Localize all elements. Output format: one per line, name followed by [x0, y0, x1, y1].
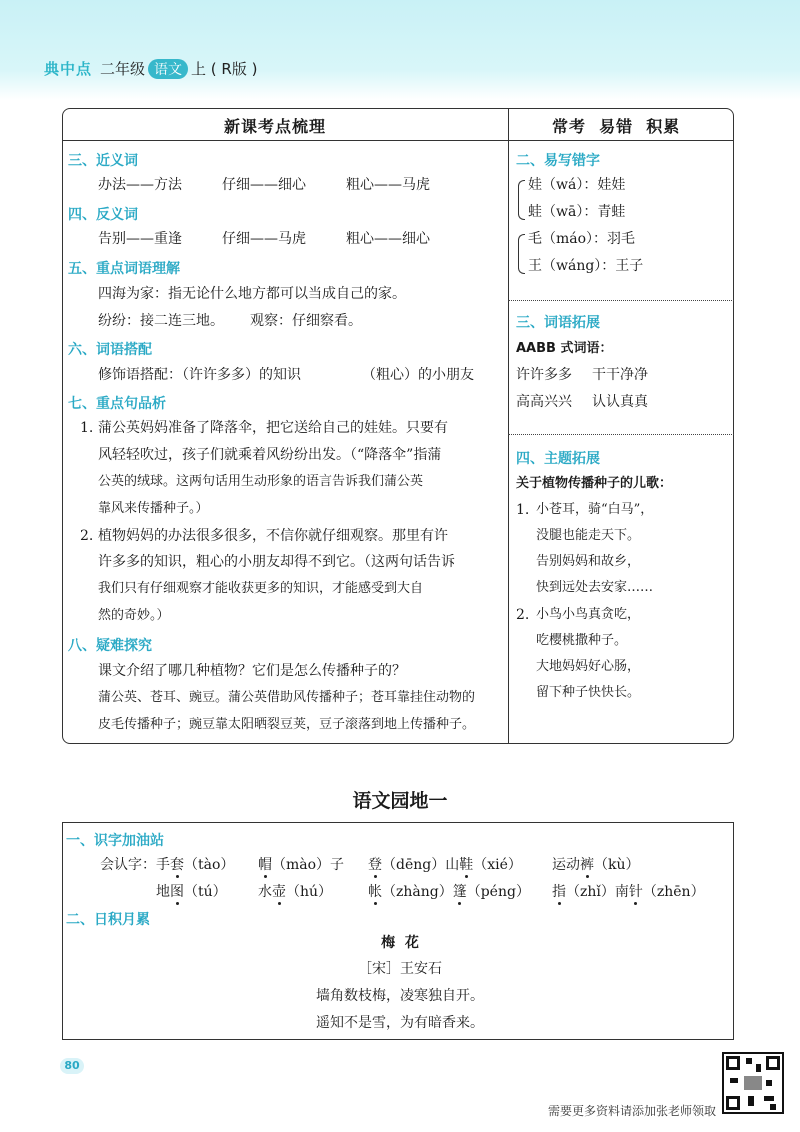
- brand-logo: 典中点: [44, 60, 93, 78]
- brace-icon: [518, 234, 525, 274]
- target-char: 壶: [272, 884, 286, 900]
- pinyin: （zhàng）: [382, 884, 453, 900]
- right-column-title: 常考 易错 积累: [552, 117, 681, 136]
- book-info: [100, 58, 257, 79]
- poem-line: 墙角数枝梅，凌寒独自开。: [316, 988, 484, 1004]
- target-char: 帐: [368, 884, 382, 900]
- section-synonyms-title: 三、近义词: [68, 153, 138, 169]
- synonym-pair: 粗心——马虎: [346, 177, 430, 193]
- target-char: 指: [552, 884, 566, 900]
- section-collocation-title: 六、词语搭配: [68, 342, 152, 358]
- aabb-word: 许许多多: [516, 367, 572, 383]
- pinyin: （dēng）山: [382, 857, 460, 873]
- typo-line: 王（wáng）：王子: [528, 258, 644, 274]
- item-number: 1.: [516, 502, 530, 518]
- header-divider: [62, 140, 734, 141]
- inquiry-question: 课文介绍了哪几种植物？它们是怎么传播种子的？: [98, 663, 406, 679]
- garden-box: [62, 822, 734, 1040]
- sentence-line: 许多多的知识，粗心的小朋友却得不到它。（这两句话告诉: [98, 554, 455, 570]
- rhyme-line: 告别妈妈和故乡，: [536, 554, 641, 569]
- dotted-divider: [508, 300, 734, 301]
- poem-line: 遥知不是雪，为有暗香来。: [316, 1015, 484, 1031]
- footer-note: 需要更多资料请添加张老师领取: [548, 1104, 717, 1118]
- literacy-label: 会认字：: [100, 857, 156, 873]
- section-antonyms-title: 四、反义词: [68, 207, 138, 223]
- sentence-note-line: 然的奇妙。）: [98, 608, 170, 623]
- pinyin: （péng）: [466, 884, 530, 900]
- rhyme-line: 小鸟小鸟真贪吃，: [536, 607, 641, 622]
- pinyin: （zhǐ）南: [566, 884, 629, 900]
- section-word-meaning-title: 五、重点词语理解: [68, 261, 180, 277]
- typo-line: 娃（wá）：娃娃: [528, 177, 626, 193]
- word-meaning-line: 观察：仔细察看。: [250, 313, 362, 329]
- sentence-line: 植物妈妈的办法很多很多，不信你就仔细观察。那里有许: [98, 528, 448, 544]
- char: 地: [156, 884, 170, 900]
- sentence-line: 蒲公英妈妈准备了降落伞，把它送给自己的娃娃。只要有: [98, 420, 448, 436]
- inquiry-answer-line: 蒲公英、苍耳、豌豆。蒲公英借助风传播种子；苍耳靠挂住动物的: [98, 690, 476, 705]
- aabb-word: 高高兴兴: [516, 394, 572, 410]
- word-meaning-line: 纷纷：接二连三地。: [98, 313, 224, 329]
- brace-icon: [518, 180, 525, 220]
- literacy-word: [258, 856, 344, 874]
- item-number: 2.: [80, 528, 94, 544]
- target-char: 裤: [580, 857, 594, 873]
- literacy-word: [552, 883, 705, 901]
- section-daily-accumulation-title: 二、日积月累: [66, 912, 150, 928]
- rhyme-line: 小苍耳，骑“白马”，: [536, 502, 654, 517]
- rhyme-label: 关于植物传播种子的儿歌：: [516, 476, 673, 491]
- pinyin: （zhēn）: [642, 884, 705, 900]
- column-divider: [508, 108, 509, 744]
- synonym-pair: 办法——方法: [98, 177, 182, 193]
- target-char: 针: [628, 884, 643, 900]
- aabb-label: AABB 式词语：: [516, 341, 613, 356]
- literacy-word: [368, 883, 530, 901]
- item-number: 2.: [516, 607, 530, 623]
- sentence-note-line: 靠风来传播种子。）: [98, 501, 209, 516]
- pinyin: （kù）: [594, 857, 640, 873]
- target-char: 登: [368, 857, 382, 873]
- section-sentence-analysis-title: 七、重点句品析: [68, 396, 166, 412]
- poem-title: 梅 花: [381, 935, 419, 951]
- target-char: 篷: [452, 884, 467, 900]
- target-char: 图: [170, 884, 184, 900]
- collocation-line: （粗心）的小朋友: [362, 367, 474, 383]
- poem-author: ［宋］王安石: [358, 961, 442, 977]
- target-char: 帽: [258, 857, 272, 873]
- subject-badge: 语文: [148, 59, 188, 79]
- target-char: 鞋: [459, 857, 474, 873]
- target-char: 套: [170, 857, 184, 873]
- rhyme-line: 吃樱桃撒种子。: [536, 633, 628, 648]
- grade-label: 二年级: [100, 60, 146, 78]
- literacy-word: [368, 856, 522, 874]
- sentence-line: 风轻轻吹过，孩子们就乘着风纷纷出发。（“降落伞”指蒲: [98, 447, 442, 463]
- garden-title: 语文园地一: [352, 790, 448, 812]
- inquiry-answer-line: 皮毛传播种子；豌豆靠太阳晒裂豆荚，豆子滚落到地上传播种子。: [98, 717, 476, 732]
- pinyin: （mào）子: [272, 857, 345, 873]
- char: 手: [156, 857, 170, 873]
- sentence-note-line: 公英的绒球。这两句话用生动形象的语言告诉我们蒲公英: [98, 474, 424, 489]
- typo-line: 毛（máo）：羽毛: [528, 231, 636, 247]
- antonym-pair: 仔细——马虎: [222, 231, 306, 247]
- literacy-word: [156, 883, 227, 901]
- item-number: 1.: [80, 420, 94, 436]
- synonym-pair: 仔细——细心: [222, 177, 306, 193]
- literacy-word: [258, 883, 332, 901]
- section-inquiry-title: 八、疑难探究: [68, 638, 152, 654]
- section-typo-title: 二、易写错字: [516, 153, 600, 169]
- pinyin: （hú）: [286, 884, 333, 900]
- char: 运动: [552, 857, 580, 873]
- section-literacy-title: 一、识字加油站: [66, 833, 164, 849]
- rhyme-line: 大地妈妈好心肠，: [536, 659, 641, 674]
- dotted-divider: [508, 434, 734, 435]
- rhyme-line: 没腿也能走天下。: [536, 528, 641, 543]
- pinyin: （tú）: [184, 884, 227, 900]
- literacy-row: [100, 856, 234, 874]
- left-column-title: 新课考点梳理: [224, 117, 327, 136]
- pinyin: （xié）: [473, 857, 522, 873]
- aabb-word: 干干净净: [592, 367, 648, 383]
- section-word-expansion-title: 三、词语拓展: [516, 315, 600, 331]
- qr-code-icon: [722, 1052, 784, 1114]
- char: 水: [258, 884, 272, 900]
- page-number: 80: [60, 1058, 84, 1074]
- aabb-word: 认认真真: [592, 394, 648, 410]
- header-band: [0, 0, 800, 100]
- rhyme-line: 留下种子快快长。: [536, 685, 641, 700]
- edition-label: 上 ( R版 ): [191, 60, 258, 78]
- literacy-word: [552, 856, 640, 874]
- pinyin: （tào）: [184, 857, 235, 873]
- collocation-line: 修饰语搭配：（许许多多）的知识: [98, 367, 301, 383]
- typo-line: 蛙（wā）：青蛙: [528, 204, 626, 220]
- sentence-note-line: 我们只有仔细观察才能收获更多的知识，才能感受到大自: [98, 581, 424, 596]
- word-meaning-line: 四海为家：指无论什么地方都可以当成自己的家。: [98, 286, 406, 302]
- rhyme-line: 快到远处去安家……: [536, 580, 654, 595]
- section-theme-title: 四、主题拓展: [516, 451, 600, 467]
- antonym-pair: 粗心——细心: [346, 231, 430, 247]
- antonym-pair: 告别——重逢: [98, 231, 182, 247]
